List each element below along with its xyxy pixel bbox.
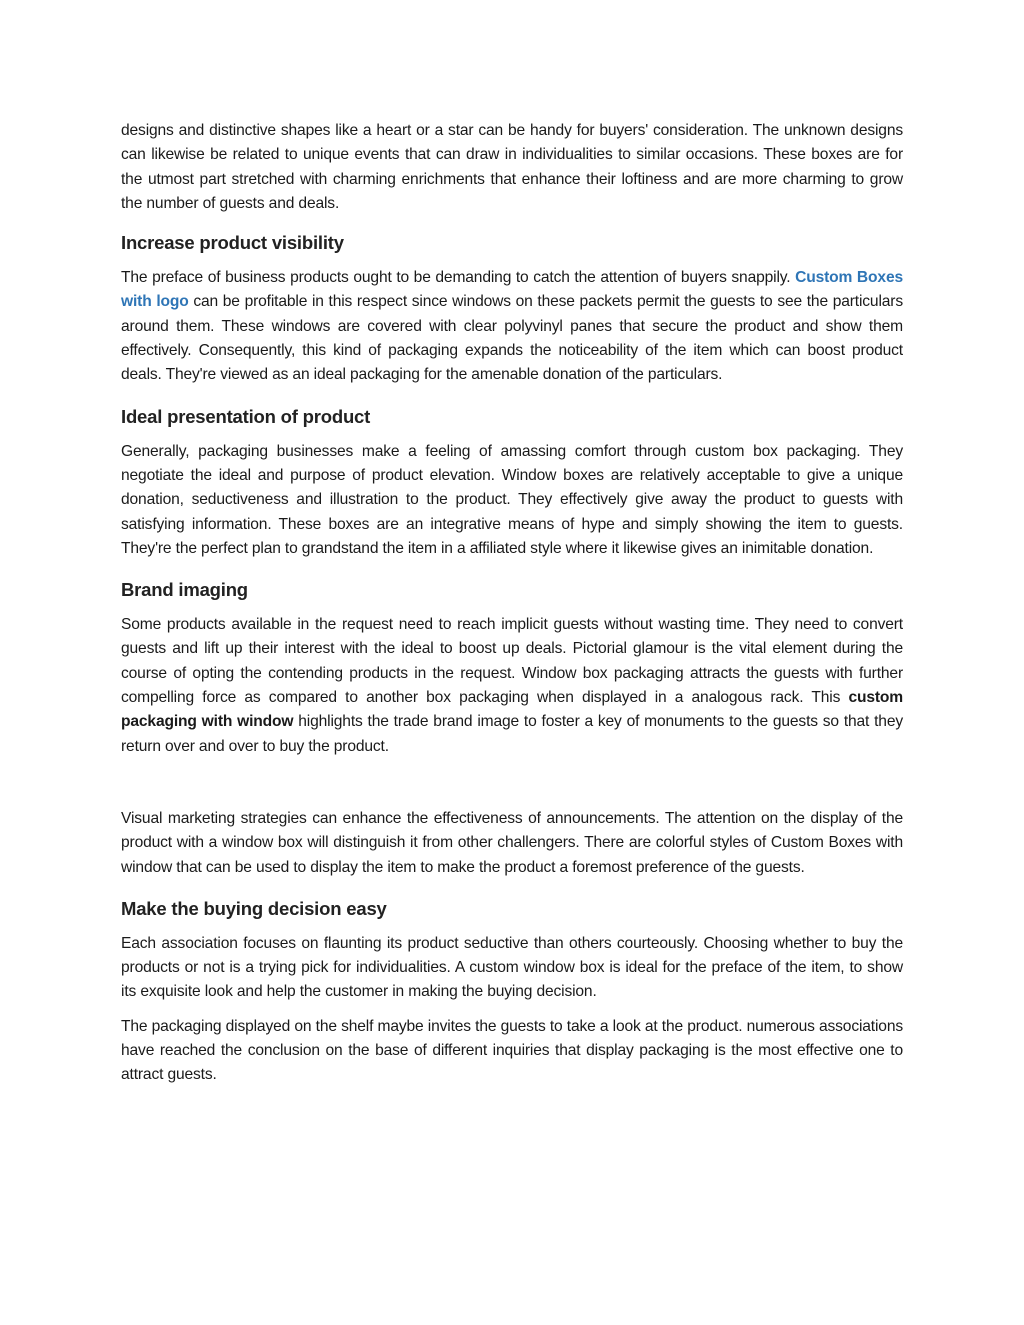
heading-buying-decision: Make the buying decision easy <box>121 897 387 919</box>
brand-text-before: Some products available in the request need to reach implicit guests without wasting time. They need to convert guests and lift up their interest with the ideal to boost up deals. Pictorial glamour is the vital element during the course of opting the contending products in the request. Window box packaging attracts the guests with further compelling force as compared to another box packaging when displayed in a analogous rack. This <box>121 616 903 707</box>
decision-paragraph-2: The packaging displayed on the shelf maybe invites the guests to take a look at the product. numerous associations have reached the conclusion on the base of different inquiries that display packaging is the most effective one to attract guests. <box>121 1017 903 1084</box>
heading-ideal-presentation: Ideal presentation of product <box>121 405 371 427</box>
blank-spacer <box>121 769 903 807</box>
visibility-paragraph <box>121 266 903 387</box>
visibility-text-before: The preface of business products ought to be demanding to catch the attention of buyers snappily. <box>121 269 796 287</box>
custom-boxes-logo-link[interactable]: Custom Boxes with logo <box>121 269 903 311</box>
presentation-paragraph: Generally, packaging businesses make a feeling of amassing comfort through custom box packaging. They negotiate the ideal and purpose of product elevation. Window boxes are relatively acceptable to give a unique donation, seductiveness and illustration to the product. They effectively give away the product to guests with satisfying information. These boxes are an integrative means of hype and simply showing the item to guests. They're the perfect plan to grandstand the item in a affiliated style where it likewise gives an inimitable donation. <box>121 442 903 557</box>
custom-packaging-window-bold: custom packaging with window <box>121 689 903 731</box>
document-page <box>121 119 903 1098</box>
heading-brand-imaging: Brand imaging <box>121 579 248 601</box>
brand-paragraph-2: Visual marketing strategies can enhance the effectiveness of announcements. The attention on the display of the product with a window box will distinguish it from other challengers. There are colorful styles of Custom Boxes with window that can be used to display the item to make the product a foremost preference of the guests. <box>121 809 903 876</box>
brand-paragraph-1 <box>121 613 903 759</box>
brand-text-after: highlights the trade brand image to foster a key of monuments to the guests so that they return over and over to buy the product. <box>121 713 903 755</box>
intro-paragraph: designs and distinctive shapes like a heart or a star can be handy for buyers' consideration. The unknown designs can likewise be related to unique events that can draw in individualities to similar occasions. These boxes are for the utmost part stretched with charming enrichments that enhance their loftiness and are more charming to grow the number of guests and deals. <box>121 122 903 212</box>
decision-paragraph-1: Each association focuses on flaunting its product seductive than others courteously. Choosing whether to buy the products or not is a trying pick for individualities. A custom window box is ideal for the preface of the item, to show its exquisite look and help the customer in making the buying decision. <box>121 934 903 1001</box>
visibility-text-after: can be profitable in this respect since windows on these packets permit the guests to see the particulars around them. These windows are covered with clear polyvinyl panes that secure the product and show them effectively. Consequently, this kind of packaging expands the noticeability of the item which can boost product deals. They're viewed as an ideal packaging for the amenable donation of the particulars. <box>121 293 903 384</box>
heading-increase-visibility: Increase product visibility <box>121 232 344 254</box>
